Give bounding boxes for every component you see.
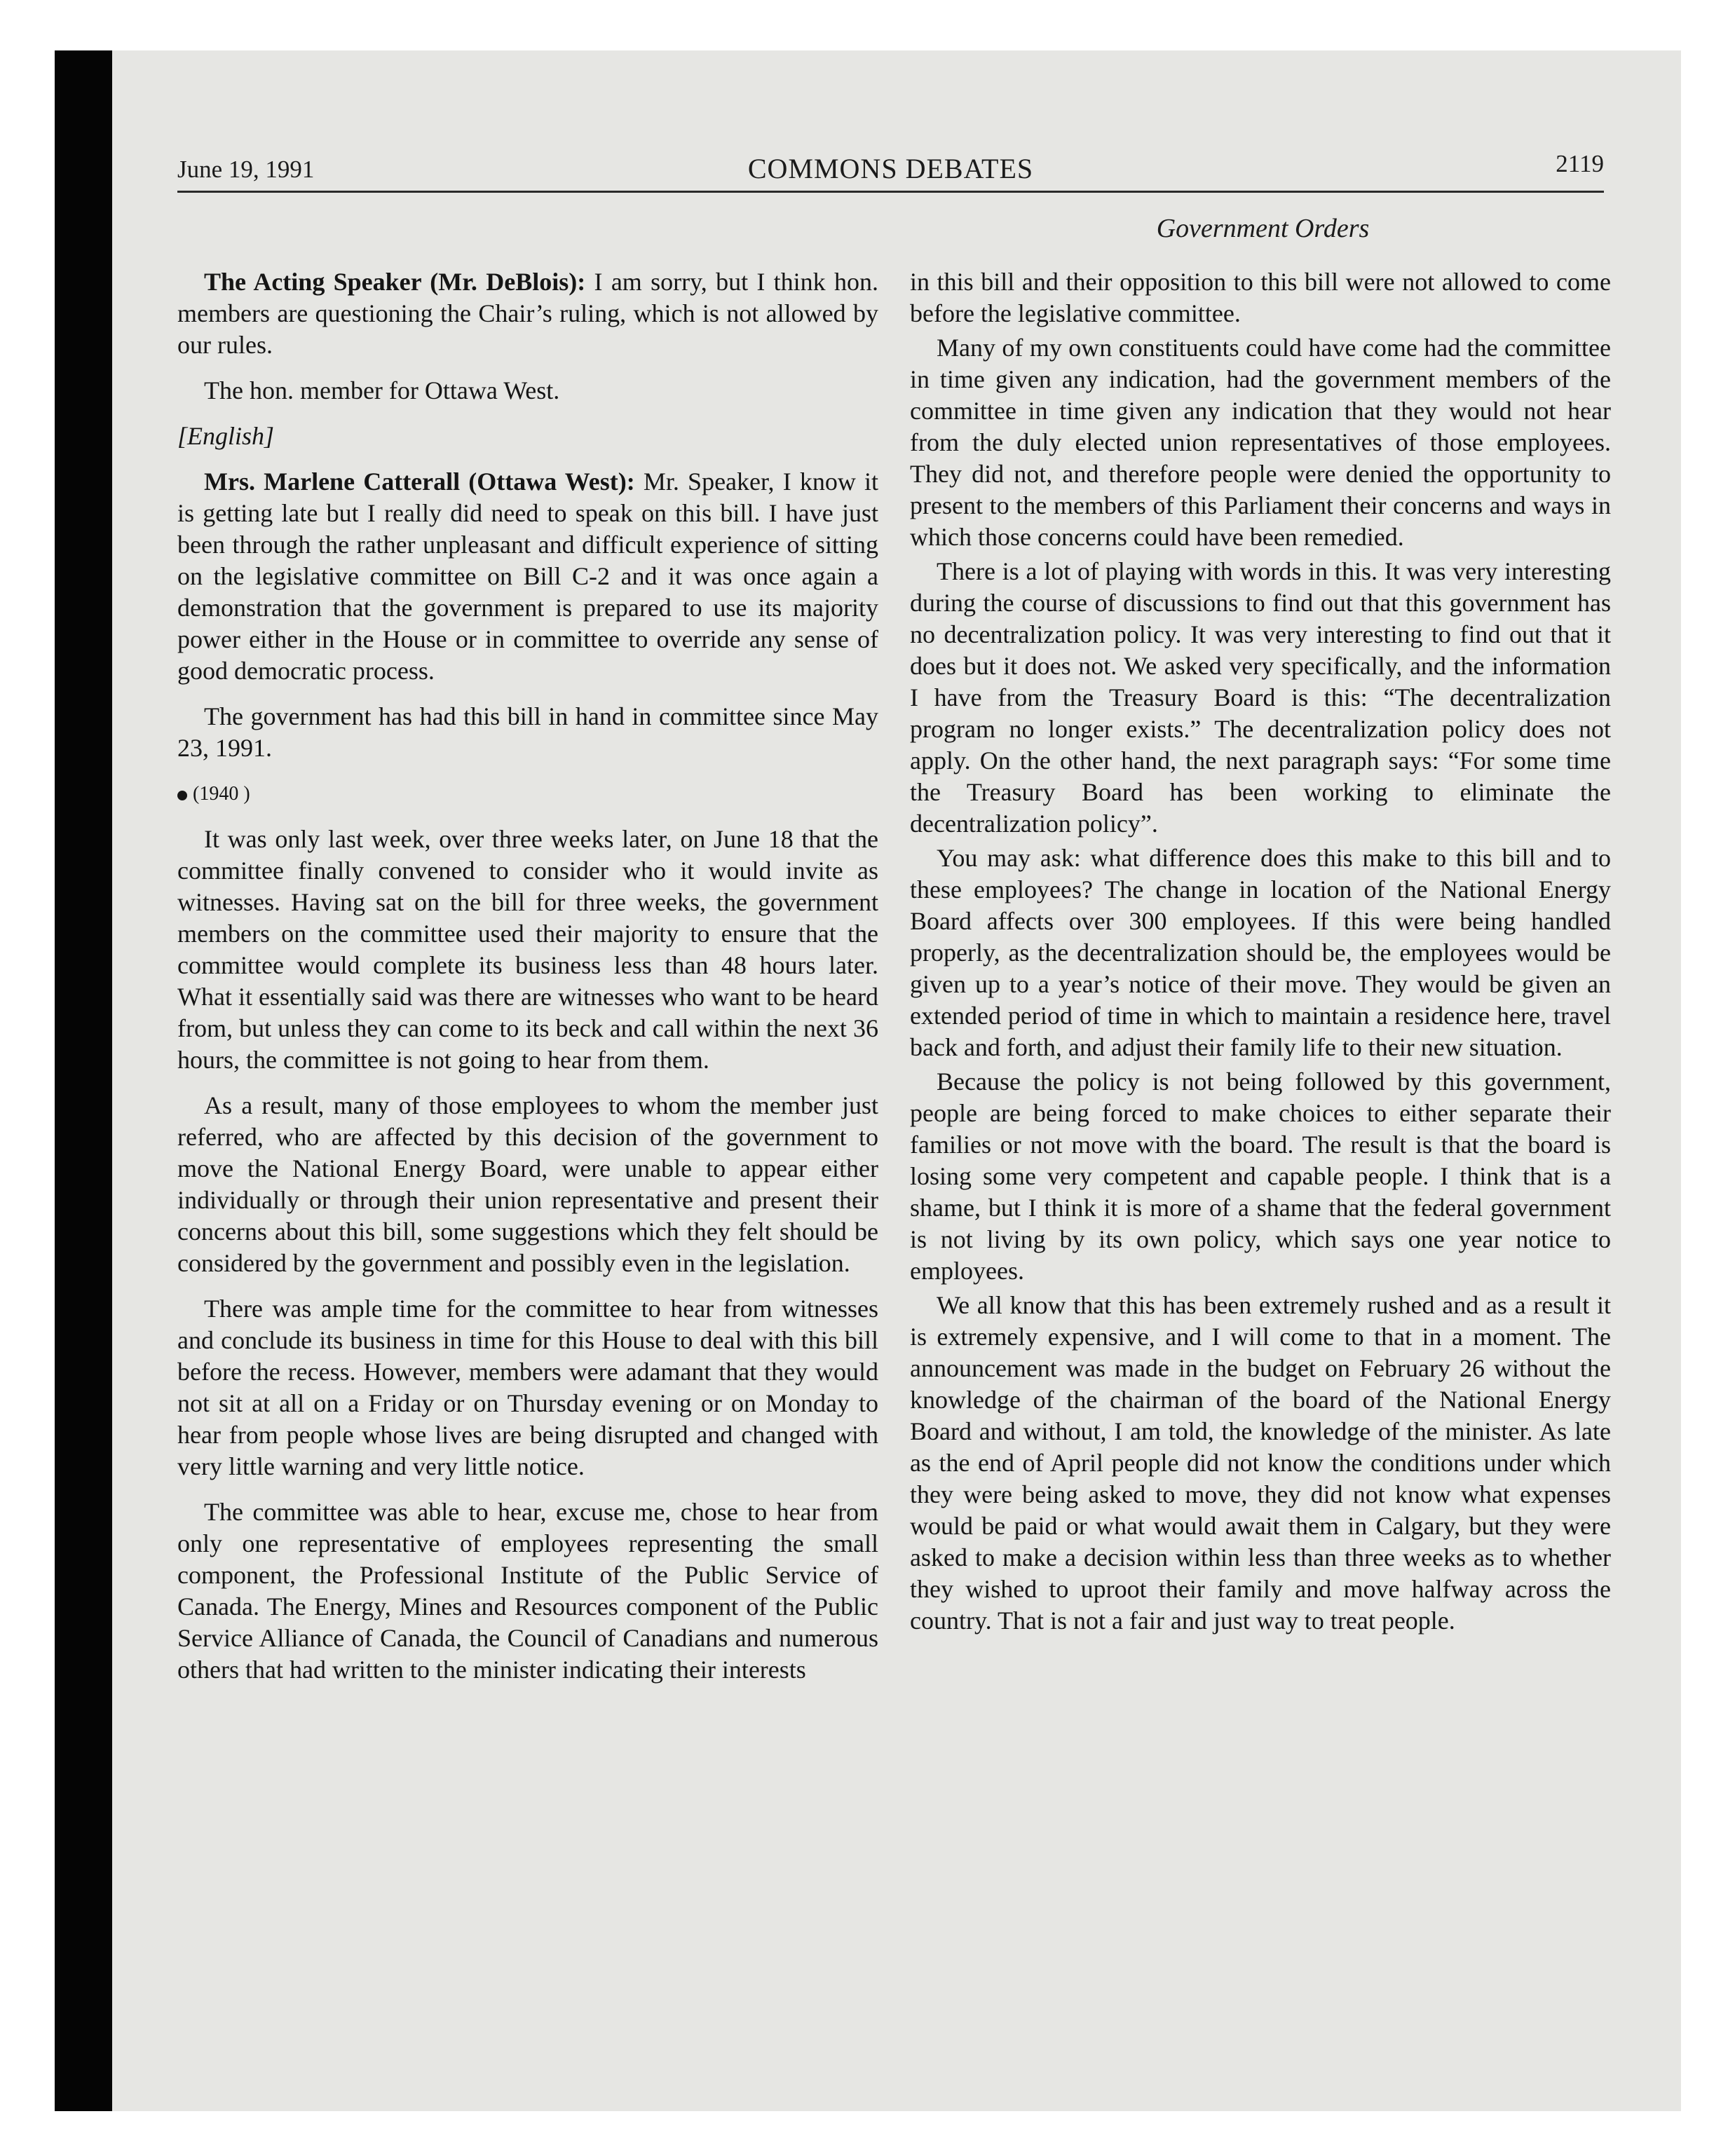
bullet-icon: [177, 791, 187, 800]
paragraph: The government has had this bill in hand in committee since May 23, 1991.: [177, 702, 878, 762]
scanned-page: [55, 50, 1681, 2111]
paragraph: Because the policy is not being followed by this government, people are being forced to make choices to either separate their families or not move with the board. The result is that the board is losing some very competent and capable people. I think that is a shame, but I think it is more of a shame that the federal government is not living by its own policy, which says one year notice to employees.: [910, 1067, 1611, 1285]
paragraph: We all know that this has been extremely rushed and as a result it is extremely expensive, and I will come to that in a moment. The announcement was made in the budget on February 26 without the knowledge of the chairman of the board of the National Energy Board and without, I am told, the knowledge of the minister. As late as the end of April people did not know the conditions under which they were being asked to move, they did not know what expenses would be paid or what would await them in Calgary, but they were asked to make a decision within less than three weeks as to whether they wished to uproot their family and move halfway across the country. That is not a fair and just way to treat people.: [910, 1291, 1611, 1635]
paragraph: [177, 266, 878, 361]
paragraph: The hon. member for Ottawa West.: [204, 376, 560, 404]
paragraph: in this bill and their opposition to this bill were not allowed to come before the legislative committee.: [910, 268, 1611, 327]
paragraph: You may ask: what difference does this make to this bill and to these employees? The change in location of the National Energy Board affects over 300 employees. If this were being handled properly, as the decentralization should be, the employees would be given up to a year’s notice of their move. They would be given an extended period of time in which to maintain a residence here, travel back and forth, and adjust their family life to their new situation.: [910, 844, 1611, 1061]
language-marker: [177, 421, 878, 452]
time-marker-text: (1940 ): [193, 783, 250, 805]
time-marker: [177, 778, 878, 810]
page-header: [177, 142, 1604, 193]
language-label: [English]: [177, 422, 275, 450]
scan-edge-shadow: [55, 50, 112, 2111]
paragraph: [177, 466, 878, 687]
left-column: [177, 266, 878, 1686]
speaker-name: The Acting Speaker (Mr. DeBlois):: [204, 268, 586, 296]
header-title: COMMONS DEBATES: [747, 153, 1034, 184]
right-column: [910, 266, 1611, 1639]
paragraph: There is a lot of playing with words in this. It was very interesting during the course of discussions to find out that this government has no decentralization policy. It was very interesting to find out that it does but it does not. We asked very specifically, and the information I have from the Treasury Board is this: “The decentralization program no longer exists.” The decentralization policy does not apply. On the other hand, the next paragraph says: “For some time the Treasury Board has been working to eliminate the decentralization policy”.: [910, 557, 1611, 838]
speaker-name: Mrs. Marlene Catterall (Ottawa West):: [204, 468, 635, 496]
header-page-number: 2119: [1556, 150, 1604, 177]
paragraph: It was only last week, over three weeks later, on June 18 that the committee finally convened to consider who it would invite as witnesses. Having sat on the bill for three weeks, the government members on the committee used their majority to ensure that the committee would complete its business less than 48 hours later. What it essentially said was there are witnesses who want to be heard from, but unless they can come to its beck and call within the next 36 hours, the committee is not going to hear from them.: [177, 825, 878, 1074]
speech-text: Mr. Speaker, I know it is getting late but I really did need to speak on this bill. I have just been through the rather unpleasant and difficult experience of sitting on the legislative committee on Bill C-2 and it was once again a demonstration that the government is prepared to use its majority power either in the House or in committee to override any sense of good democratic process.: [177, 468, 878, 685]
header-date: June 19, 1991: [177, 156, 315, 183]
paragraph: The committee was able to hear, excuse me, chose to hear from only one representative of employees representing the small component, the Professional Institute of the Public Service of Canada. The Energy, Mines and Resources component of the Public Service Alliance of Canada, the Council of Canadians and numerous others that had written to the minister indicating their interests: [177, 1498, 878, 1684]
paragraph: As a result, many of those employees to whom the member just referred, who are affected by this decision of the government to move the National Energy Board, were unable to appear either individually or through their union representative and present their concerns about this bill, some suggestions which they felt should be considered by the government and possibly even in the legislation.: [177, 1091, 878, 1277]
section-heading: Government Orders: [1156, 214, 1370, 243]
paragraph: There was ample time for the committee to hear from witnesses and conclude its business in time for this House to deal with this bill before the recess. However, members were adamant that they would not sit at all on a Friday or on Thursday evening or on Monday to hear from people whose lives are being disrupted and changed with very little warning and very little notice.: [177, 1295, 878, 1480]
speech-text: I am sorry, but I think hon. members are questioning the Chair’s ruling, which is not allowed by our rules.: [177, 268, 878, 359]
paragraph: Many of my own constituents could have come had the committee in time given any indication, had the government members of the committee in time given any indication that they would not hear from the duly elected union representatives of those employees. They did not, and therefore people were denied the opportunity to present to the members of this Parliament their concerns and ways in which those concerns could have been remedied.: [910, 334, 1611, 551]
